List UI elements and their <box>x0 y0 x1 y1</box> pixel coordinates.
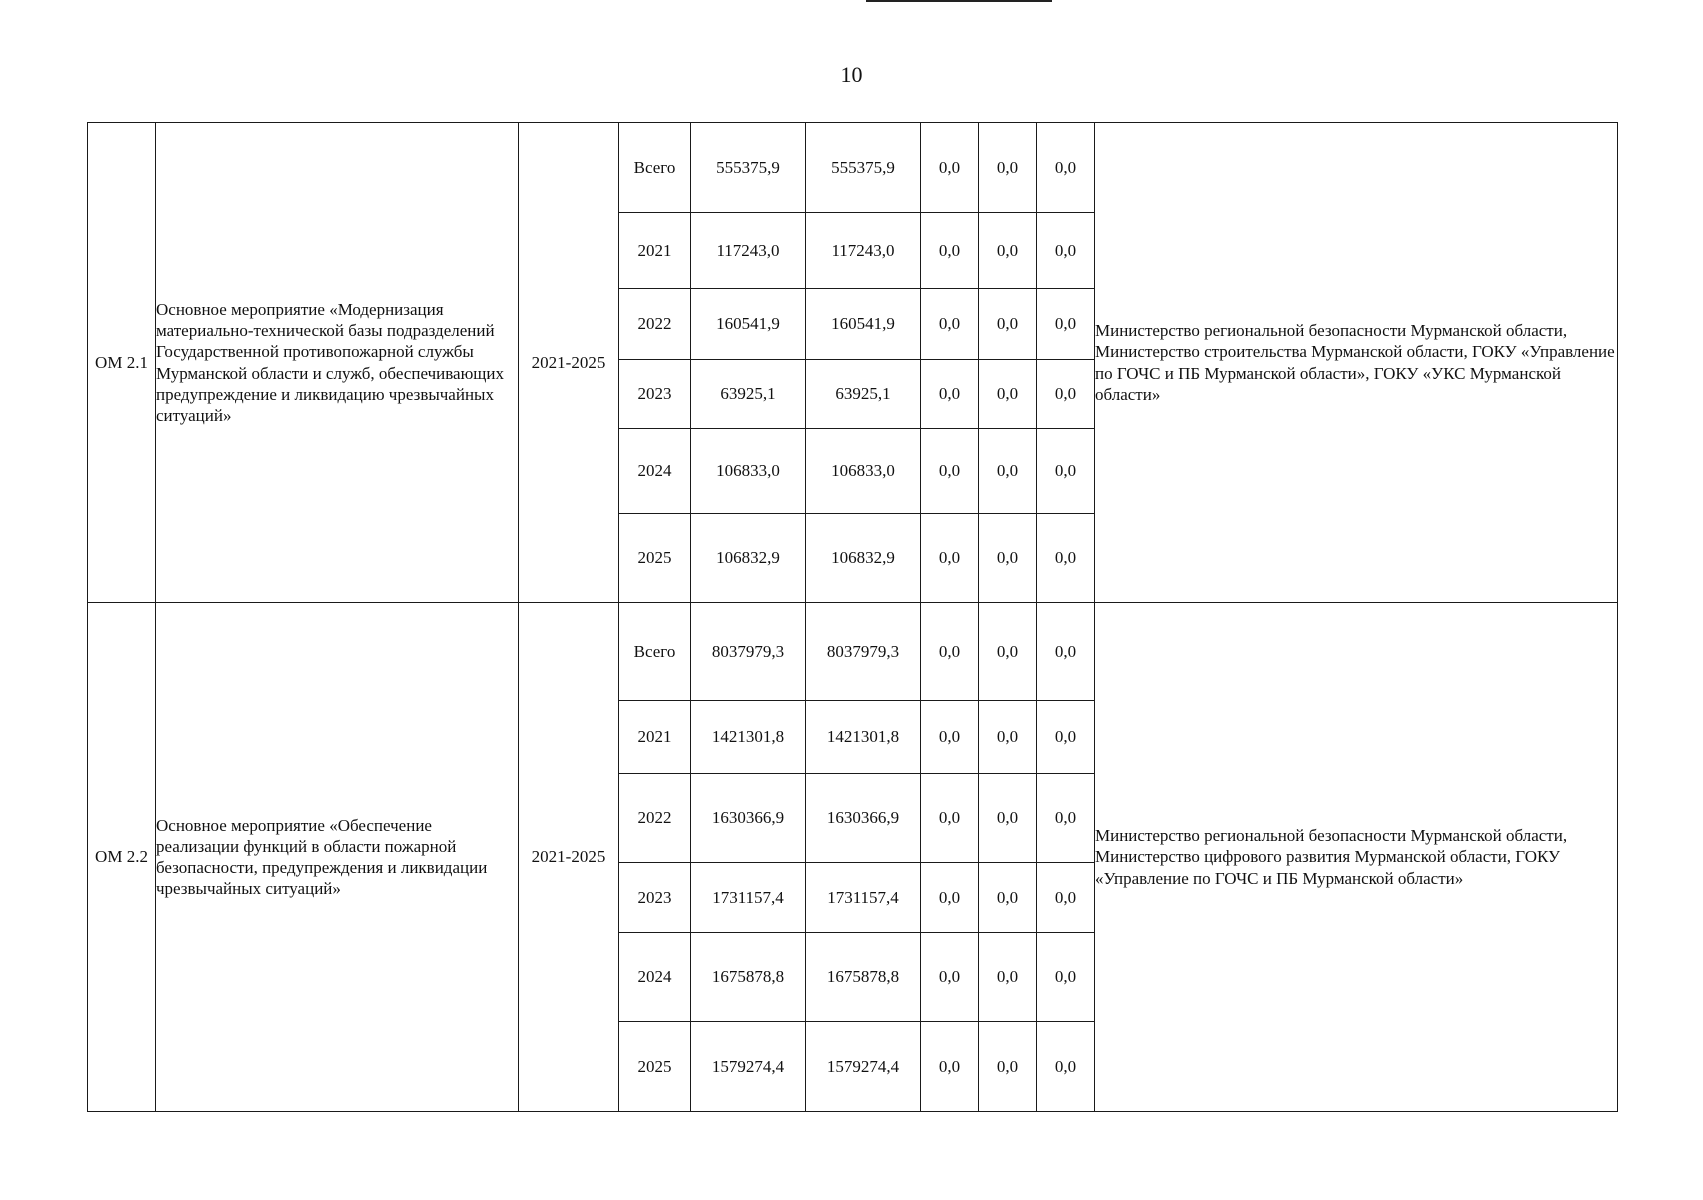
year-cell: 2023 <box>619 863 691 933</box>
other-cell: 0,0 <box>1037 774 1095 863</box>
local-cell: 0,0 <box>979 213 1037 289</box>
row-period: 2021-2025 <box>519 603 619 1112</box>
row-title: Основное мероприятие «Обеспечение реализации функций в области пожарной безопасности, предупреждения и ликвидации чрезвычайных ситуаций» <box>156 603 519 1112</box>
other-cell: 0,0 <box>1037 429 1095 514</box>
total-cell: 8037979,3 <box>691 603 806 701</box>
other-cell: 0,0 <box>1037 289 1095 360</box>
total-cell: 1630366,9 <box>691 774 806 863</box>
federal-cell: 0,0 <box>921 360 979 429</box>
year-cell: 2021 <box>619 701 691 774</box>
row-code: ОМ 2.1 <box>88 123 156 603</box>
total-cell: 106833,0 <box>691 429 806 514</box>
other-cell: 0,0 <box>1037 514 1095 603</box>
regional-cell: 1630366,9 <box>806 774 921 863</box>
local-cell: 0,0 <box>979 774 1037 863</box>
top-rule <box>866 0 1052 2</box>
local-cell: 0,0 <box>979 603 1037 701</box>
other-cell: 0,0 <box>1037 213 1095 289</box>
row-period: 2021-2025 <box>519 123 619 603</box>
regional-cell: 1421301,8 <box>806 701 921 774</box>
local-cell: 0,0 <box>979 863 1037 933</box>
total-cell: 555375,9 <box>691 123 806 213</box>
federal-cell: 0,0 <box>921 289 979 360</box>
year-cell: 2024 <box>619 429 691 514</box>
regional-cell: 117243,0 <box>806 213 921 289</box>
local-cell: 0,0 <box>979 429 1037 514</box>
regional-cell: 106833,0 <box>806 429 921 514</box>
regional-cell: 8037979,3 <box>806 603 921 701</box>
local-cell: 0,0 <box>979 1022 1037 1112</box>
row-code: ОМ 2.2 <box>88 603 156 1112</box>
local-cell: 0,0 <box>979 933 1037 1022</box>
year-cell: Всего <box>619 123 691 213</box>
total-cell: 1579274,4 <box>691 1022 806 1112</box>
year-cell: 2022 <box>619 774 691 863</box>
federal-cell: 0,0 <box>921 933 979 1022</box>
year-cell: 2025 <box>619 514 691 603</box>
federal-cell: 0,0 <box>921 429 979 514</box>
year-cell: Всего <box>619 603 691 701</box>
row-executors: Министерство региональной безопасности Мурманской области, Министерство строительства Мурманской области, ГОКУ «Управление по ГОЧС и ПБ Мурманской области», ГОКУ «УКС Мурманской области» <box>1095 123 1618 603</box>
regional-cell: 1731157,4 <box>806 863 921 933</box>
table-row <box>88 123 1618 213</box>
program-table <box>87 122 1618 1112</box>
other-cell: 0,0 <box>1037 360 1095 429</box>
other-cell: 0,0 <box>1037 1022 1095 1112</box>
federal-cell: 0,0 <box>921 701 979 774</box>
row-executors: Министерство региональной безопасности Мурманской области, Министерство цифрового развития Мурманской области, ГОКУ «Управление по ГОЧС и ПБ Мурманской области» <box>1095 603 1618 1112</box>
regional-cell: 106832,9 <box>806 514 921 603</box>
year-cell: 2022 <box>619 289 691 360</box>
row-title: Основное мероприятие «Модернизация материально-технической базы подразделений Государственной противопожарной службы Мурманской области и служб, обеспечивающих предупреждение и ликвидацию чрезвычайных ситуаций» <box>156 123 519 603</box>
total-cell: 160541,9 <box>691 289 806 360</box>
local-cell: 0,0 <box>979 289 1037 360</box>
total-cell: 1731157,4 <box>691 863 806 933</box>
local-cell: 0,0 <box>979 701 1037 774</box>
federal-cell: 0,0 <box>921 863 979 933</box>
federal-cell: 0,0 <box>921 1022 979 1112</box>
regional-cell: 160541,9 <box>806 289 921 360</box>
page-number: 10 <box>840 62 863 87</box>
table-row <box>88 603 1618 701</box>
local-cell: 0,0 <box>979 514 1037 603</box>
other-cell: 0,0 <box>1037 863 1095 933</box>
year-cell: 2021 <box>619 213 691 289</box>
federal-cell: 0,0 <box>921 603 979 701</box>
federal-cell: 0,0 <box>921 123 979 213</box>
year-cell: 2025 <box>619 1022 691 1112</box>
local-cell: 0,0 <box>979 123 1037 213</box>
total-cell: 106832,9 <box>691 514 806 603</box>
regional-cell: 1675878,8 <box>806 933 921 1022</box>
total-cell: 1421301,8 <box>691 701 806 774</box>
total-cell: 1675878,8 <box>691 933 806 1022</box>
other-cell: 0,0 <box>1037 603 1095 701</box>
year-cell: 2024 <box>619 933 691 1022</box>
federal-cell: 0,0 <box>921 514 979 603</box>
regional-cell: 555375,9 <box>806 123 921 213</box>
total-cell: 117243,0 <box>691 213 806 289</box>
local-cell: 0,0 <box>979 360 1037 429</box>
year-cell: 2023 <box>619 360 691 429</box>
federal-cell: 0,0 <box>921 774 979 863</box>
other-cell: 0,0 <box>1037 701 1095 774</box>
federal-cell: 0,0 <box>921 213 979 289</box>
total-cell: 63925,1 <box>691 360 806 429</box>
regional-cell: 1579274,4 <box>806 1022 921 1112</box>
regional-cell: 63925,1 <box>806 360 921 429</box>
other-cell: 0,0 <box>1037 933 1095 1022</box>
other-cell: 0,0 <box>1037 123 1095 213</box>
